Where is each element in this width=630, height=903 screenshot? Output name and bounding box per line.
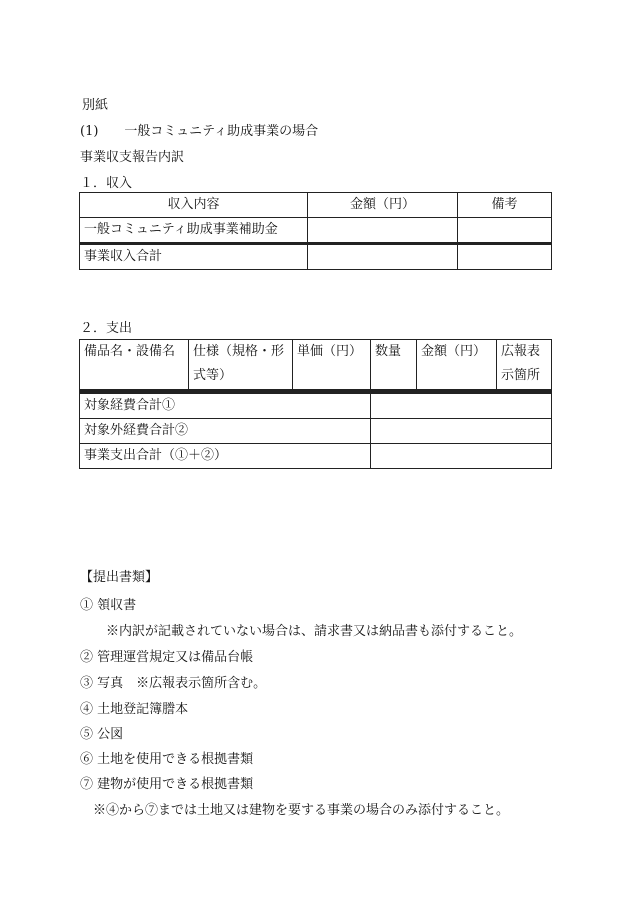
expense-table [79,339,552,469]
income-table [79,192,552,270]
income-total-amount [308,245,458,270]
income-cell [458,218,552,243]
expense-header-row [80,340,552,390]
document-footnote: ※④から⑦までは土地又は建物を要する事業の場合のみ添付すること。 [80,803,510,818]
income-cell [308,218,458,243]
document-item: ⑥ 土地を使用できる根拠書類 [80,752,254,767]
income-cell: 一般コミュニティ助成事業補助金 [80,218,308,243]
document-item: ② 管理運営規定又は備品台帳 [80,650,254,665]
expense-header-spec: 仕様（規格・形式等） [189,340,293,390]
income-total-note [458,245,552,270]
income-header-note: 備考 [458,193,552,218]
expense-summary-row [80,394,552,419]
expense-section-title: ２．支出 [80,321,133,336]
expense-header-amount: 金額（円） [417,340,497,390]
expense-summary-label: 事業支出合計（①＋②） [80,444,371,469]
documents-title: 【提出書類】 [80,570,159,585]
expense-summary-value [371,444,552,469]
document-item: ⑤ 公図 [80,727,124,742]
document-item: ⑦ 建物が使用できる根拠書類 [80,777,254,792]
case-title: (1) 一般コミュニティ助成事業の場合 [80,124,319,139]
expense-header-pr-location: 広報表示箇所 [497,340,552,390]
expense-header-quantity: 数量 [371,340,417,390]
income-total-row [80,245,552,270]
expense-summary-label: 対象外経費合計② [80,419,371,444]
expense-header-item: 備品名・設備名 [80,340,189,390]
income-section-title: １．収入 [80,176,133,191]
expense-header-unit-price: 単価（円） [293,340,371,390]
expense-summary-value [371,394,552,419]
expense-summary-value [371,419,552,444]
income-header-amount: 金額（円） [308,193,458,218]
document-note: ※内訳が記載されていない場合は、請求書又は納品書も添付すること。 [80,624,523,639]
document-item: ① 領収書 [80,598,137,613]
document-item: ③ 写真 ※広報表示箇所含む。 [80,676,267,691]
expense-summary-label: 対象経費合計① [80,394,371,419]
expense-summary-row [80,419,552,444]
attachment-label: 別紙 [82,98,109,113]
document-item: ④ 土地登記簿謄本 [80,702,189,717]
expense-summary-row [80,444,552,469]
income-total-label: 事業収入合計 [80,245,308,270]
report-title: 事業収支報告内訳 [80,150,185,165]
income-header-content: 収入内容 [80,193,308,218]
income-header-row [80,193,552,218]
table-row [80,218,552,243]
